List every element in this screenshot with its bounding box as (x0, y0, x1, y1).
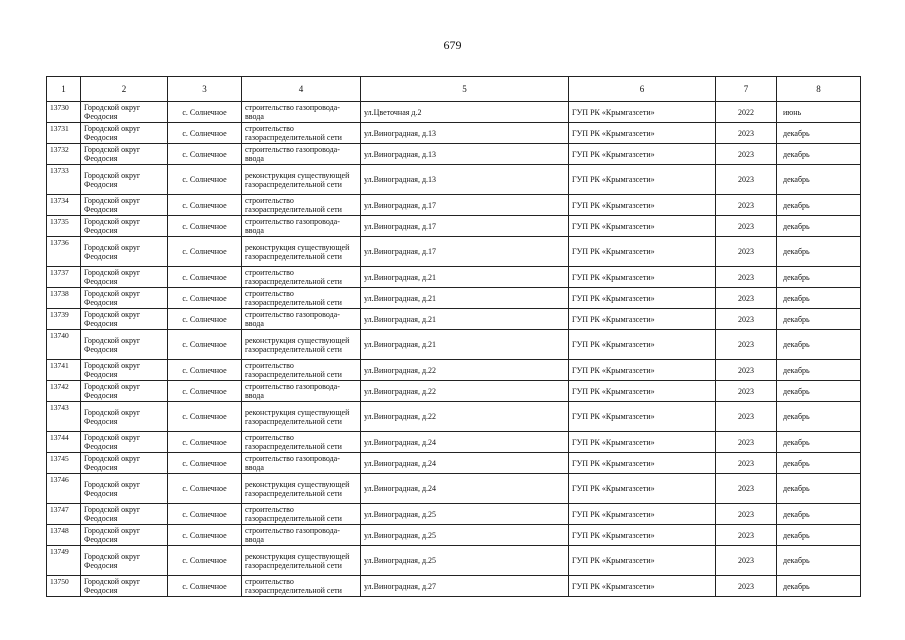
month-cell: декабрь (777, 474, 861, 504)
row-id: 13745 (47, 453, 81, 474)
address-cell: ул.Виноградная, д.13 (361, 144, 569, 165)
table-row (47, 102, 861, 123)
work-type-cell: строительство газопровода-ввода (242, 216, 361, 237)
year-cell: 2023 (716, 576, 777, 597)
column-header: 1 (47, 77, 81, 102)
address-cell: ул.Цветочная д.2 (361, 102, 569, 123)
row-id: 13742 (47, 381, 81, 402)
work-type-cell: строительство газораспределительной сети (242, 576, 361, 597)
address-cell: ул.Виноградная, д.27 (361, 576, 569, 597)
organization-cell: ГУП РК «Крымгазсети» (569, 102, 716, 123)
year-cell: 2023 (716, 474, 777, 504)
table-row (47, 288, 861, 309)
village-cell: с. Солнечное (168, 144, 242, 165)
address-cell: ул.Виноградная, д.17 (361, 216, 569, 237)
organization-cell: ГУП РК «Крымгазсети» (569, 576, 716, 597)
month-cell: декабрь (777, 288, 861, 309)
area-cell: Городской округ Феодосия (81, 144, 168, 165)
year-cell: 2023 (716, 165, 777, 195)
area-cell: Городской округ Феодосия (81, 288, 168, 309)
column-header: 7 (716, 77, 777, 102)
year-cell: 2023 (716, 288, 777, 309)
year-cell: 2023 (716, 381, 777, 402)
month-cell: декабрь (777, 123, 861, 144)
row-id: 13746 (47, 474, 81, 504)
work-type-cell: строительство газораспределительной сети (242, 432, 361, 453)
village-cell: с. Солнечное (168, 453, 242, 474)
year-cell: 2022 (716, 102, 777, 123)
area-cell: Городской округ Феодосия (81, 504, 168, 525)
work-type-cell: строительство газопровода-ввода (242, 525, 361, 546)
organization-cell: ГУП РК «Крымгазсети» (569, 474, 716, 504)
work-type-cell: строительство газопровода-ввода (242, 144, 361, 165)
area-cell: Городской округ Феодосия (81, 474, 168, 504)
table-row (47, 504, 861, 525)
row-id: 13750 (47, 576, 81, 597)
table-row (47, 216, 861, 237)
year-cell: 2023 (716, 453, 777, 474)
month-cell: декабрь (777, 453, 861, 474)
register-table (46, 76, 861, 597)
page-number: 679 (443, 38, 462, 52)
area-cell: Городской округ Феодосия (81, 195, 168, 216)
area-cell: Городской округ Феодосия (81, 546, 168, 576)
work-type-cell: строительство газораспределительной сети (242, 504, 361, 525)
area-cell: Городской округ Феодосия (81, 453, 168, 474)
row-id: 13731 (47, 123, 81, 144)
organization-cell: ГУП РК «Крымгазсети» (569, 123, 716, 144)
table-row (47, 144, 861, 165)
area-cell: Городской округ Феодосия (81, 381, 168, 402)
organization-cell: ГУП РК «Крымгазсети» (569, 216, 716, 237)
year-cell: 2023 (716, 546, 777, 576)
year-cell: 2023 (716, 504, 777, 525)
work-type-cell: строительство газораспределительной сети (242, 360, 361, 381)
work-type-cell: реконструкция существующей газораспределительной сети (242, 474, 361, 504)
village-cell: с. Солнечное (168, 330, 242, 360)
year-cell: 2023 (716, 144, 777, 165)
table-row (47, 237, 861, 267)
table-row (47, 525, 861, 546)
area-cell: Городской округ Феодосия (81, 267, 168, 288)
row-id: 13744 (47, 432, 81, 453)
work-type-cell: строительство газораспределительной сети (242, 288, 361, 309)
row-id: 13734 (47, 195, 81, 216)
row-id: 13740 (47, 330, 81, 360)
village-cell: с. Солнечное (168, 525, 242, 546)
organization-cell: ГУП РК «Крымгазсети» (569, 195, 716, 216)
organization-cell: ГУП РК «Крымгазсети» (569, 432, 716, 453)
month-cell: декабрь (777, 546, 861, 576)
address-cell: ул.Виноградная, д.25 (361, 525, 569, 546)
month-cell: декабрь (777, 525, 861, 546)
work-type-cell: строительство газопровода-ввода (242, 453, 361, 474)
year-cell: 2023 (716, 267, 777, 288)
village-cell: с. Солнечное (168, 576, 242, 597)
address-cell: ул.Виноградная, д.22 (361, 381, 569, 402)
header-row (47, 77, 861, 102)
year-cell: 2023 (716, 525, 777, 546)
address-cell: ул.Виноградная, д.17 (361, 195, 569, 216)
month-cell: декабрь (777, 216, 861, 237)
village-cell: с. Солнечное (168, 360, 242, 381)
address-cell: ул.Виноградная, д.21 (361, 309, 569, 330)
column-header: 5 (361, 77, 569, 102)
year-cell: 2023 (716, 237, 777, 267)
month-cell: июнь (777, 102, 861, 123)
work-type-cell: реконструкция существующей газораспределительной сети (242, 330, 361, 360)
address-cell: ул.Виноградная, д.25 (361, 546, 569, 576)
village-cell: с. Солнечное (168, 267, 242, 288)
column-header: 4 (242, 77, 361, 102)
work-type-cell: реконструкция существующей газораспределительной сети (242, 546, 361, 576)
address-cell: ул.Виноградная, д.13 (361, 165, 569, 195)
area-cell: Городской округ Феодосия (81, 216, 168, 237)
organization-cell: ГУП РК «Крымгазсети» (569, 309, 716, 330)
organization-cell: ГУП РК «Крымгазсети» (569, 288, 716, 309)
address-cell: ул.Виноградная, д.25 (361, 504, 569, 525)
work-type-cell: строительство газопровода-ввода (242, 102, 361, 123)
address-cell: ул.Виноградная, д.22 (361, 402, 569, 432)
row-id: 13735 (47, 216, 81, 237)
work-type-cell: строительство газораспределительной сети (242, 195, 361, 216)
village-cell: с. Солнечное (168, 102, 242, 123)
table-row (47, 546, 861, 576)
column-header: 3 (168, 77, 242, 102)
area-cell: Городской округ Феодосия (81, 330, 168, 360)
year-cell: 2023 (716, 216, 777, 237)
work-type-cell: реконструкция существующей газораспределительной сети (242, 402, 361, 432)
address-cell: ул.Виноградная, д.21 (361, 267, 569, 288)
address-cell: ул.Виноградная, д.13 (361, 123, 569, 144)
year-cell: 2023 (716, 402, 777, 432)
organization-cell: ГУП РК «Крымгазсети» (569, 402, 716, 432)
row-id: 13749 (47, 546, 81, 576)
month-cell: декабрь (777, 144, 861, 165)
organization-cell: ГУП РК «Крымгазсети» (569, 504, 716, 525)
year-cell: 2023 (716, 360, 777, 381)
address-cell: ул.Виноградная, д.22 (361, 360, 569, 381)
village-cell: с. Солнечное (168, 309, 242, 330)
row-id: 13730 (47, 102, 81, 123)
organization-cell: ГУП РК «Крымгазсети» (569, 237, 716, 267)
year-cell: 2023 (716, 330, 777, 360)
work-type-cell: реконструкция существующей газораспределительной сети (242, 165, 361, 195)
organization-cell: ГУП РК «Крымгазсети» (569, 165, 716, 195)
month-cell: декабрь (777, 576, 861, 597)
table-row (47, 165, 861, 195)
organization-cell: ГУП РК «Крымгазсети» (569, 360, 716, 381)
table-row (47, 330, 861, 360)
village-cell: с. Солнечное (168, 237, 242, 267)
row-id: 13741 (47, 360, 81, 381)
village-cell: с. Солнечное (168, 216, 242, 237)
village-cell: с. Солнечное (168, 432, 242, 453)
village-cell: с. Солнечное (168, 402, 242, 432)
village-cell: с. Солнечное (168, 123, 242, 144)
area-cell: Городской округ Феодосия (81, 102, 168, 123)
area-cell: Городской округ Феодосия (81, 525, 168, 546)
column-header: 8 (777, 77, 861, 102)
month-cell: декабрь (777, 402, 861, 432)
table-row (47, 474, 861, 504)
column-header: 2 (81, 77, 168, 102)
work-type-cell: строительство газопровода-ввода (242, 309, 361, 330)
village-cell: с. Солнечное (168, 474, 242, 504)
table-row (47, 309, 861, 330)
organization-cell: ГУП РК «Крымгазсети» (569, 546, 716, 576)
area-cell: Городской округ Феодосия (81, 402, 168, 432)
address-cell: ул.Виноградная, д.24 (361, 453, 569, 474)
area-cell: Городской округ Феодосия (81, 165, 168, 195)
address-cell: ул.Виноградная, д.17 (361, 237, 569, 267)
organization-cell: ГУП РК «Крымгазсети» (569, 330, 716, 360)
row-id: 13739 (47, 309, 81, 330)
organization-cell: ГУП РК «Крымгазсети» (569, 267, 716, 288)
month-cell: декабрь (777, 267, 861, 288)
organization-cell: ГУП РК «Крымгазсети» (569, 144, 716, 165)
table-row (47, 402, 861, 432)
month-cell: декабрь (777, 360, 861, 381)
month-cell: декабрь (777, 237, 861, 267)
table-row (47, 123, 861, 144)
work-type-cell: реконструкция существующей газораспределительной сети (242, 237, 361, 267)
year-cell: 2023 (716, 195, 777, 216)
row-id: 13747 (47, 504, 81, 525)
village-cell: с. Солнечное (168, 381, 242, 402)
address-cell: ул.Виноградная, д.24 (361, 474, 569, 504)
organization-cell: ГУП РК «Крымгазсети» (569, 381, 716, 402)
organization-cell: ГУП РК «Крымгазсети» (569, 525, 716, 546)
area-cell: Городской округ Феодосия (81, 309, 168, 330)
village-cell: с. Солнечное (168, 165, 242, 195)
table-row (47, 360, 861, 381)
row-id: 13733 (47, 165, 81, 195)
area-cell: Городской округ Феодосия (81, 237, 168, 267)
area-cell: Городской округ Феодосия (81, 360, 168, 381)
table-row (47, 195, 861, 216)
year-cell: 2023 (716, 123, 777, 144)
address-cell: ул.Виноградная, д.21 (361, 330, 569, 360)
month-cell: декабрь (777, 309, 861, 330)
column-header: 6 (569, 77, 716, 102)
address-cell: ул.Виноградная, д.21 (361, 288, 569, 309)
month-cell: декабрь (777, 195, 861, 216)
address-cell: ул.Виноградная, д.24 (361, 432, 569, 453)
row-id: 13736 (47, 237, 81, 267)
work-type-cell: строительство газораспределительной сети (242, 123, 361, 144)
row-id: 13743 (47, 402, 81, 432)
table-body (47, 77, 861, 597)
table-row (47, 576, 861, 597)
area-cell: Городской округ Феодосия (81, 123, 168, 144)
organization-cell: ГУП РК «Крымгазсети» (569, 453, 716, 474)
row-id: 13738 (47, 288, 81, 309)
village-cell: с. Солнечное (168, 288, 242, 309)
work-type-cell: строительство газораспределительной сети (242, 267, 361, 288)
row-id: 13732 (47, 144, 81, 165)
month-cell: декабрь (777, 381, 861, 402)
year-cell: 2023 (716, 432, 777, 453)
table-row (47, 381, 861, 402)
work-type-cell: строительство газопровода-ввода (242, 381, 361, 402)
month-cell: декабрь (777, 432, 861, 453)
table-row (47, 432, 861, 453)
village-cell: с. Солнечное (168, 504, 242, 525)
year-cell: 2023 (716, 309, 777, 330)
month-cell: декабрь (777, 330, 861, 360)
table-row (47, 453, 861, 474)
row-id: 13748 (47, 525, 81, 546)
village-cell: с. Солнечное (168, 195, 242, 216)
row-id: 13737 (47, 267, 81, 288)
month-cell: декабрь (777, 504, 861, 525)
month-cell: декабрь (777, 165, 861, 195)
table-row (47, 267, 861, 288)
area-cell: Городской округ Феодосия (81, 432, 168, 453)
village-cell: с. Солнечное (168, 546, 242, 576)
area-cell: Городской округ Феодосия (81, 576, 168, 597)
